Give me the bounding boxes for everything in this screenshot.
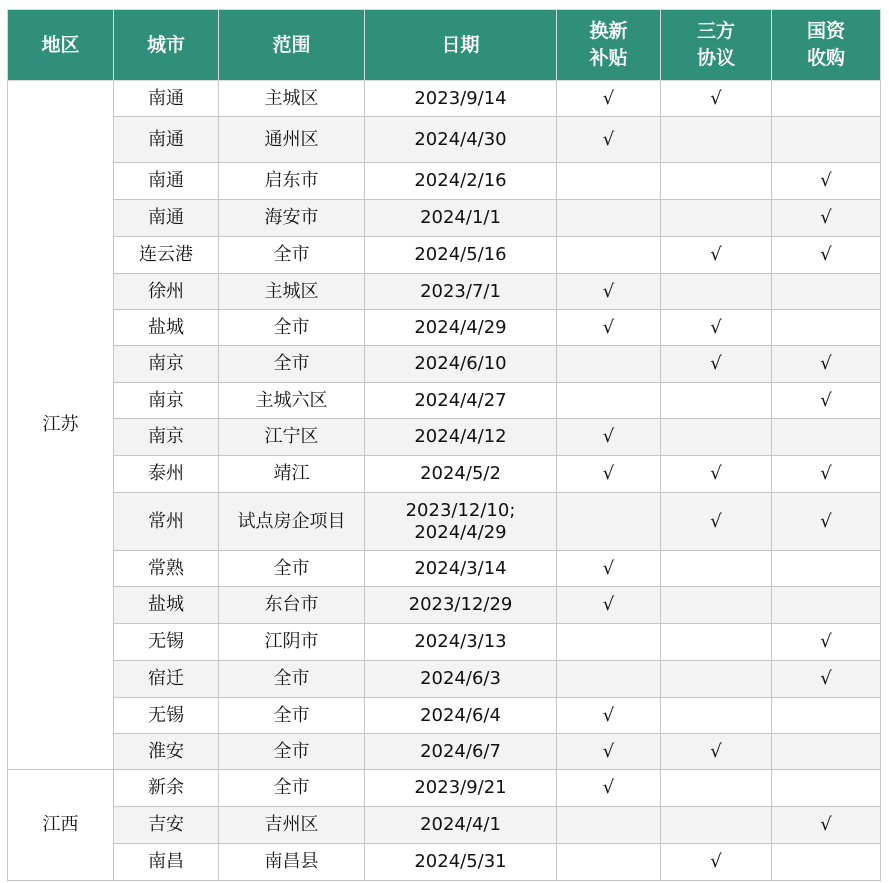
scope-cell: 全市 bbox=[219, 346, 365, 383]
region-cell: 江西 bbox=[8, 770, 114, 881]
scope-cell: 全市 bbox=[219, 237, 365, 274]
state-purchase-cell bbox=[772, 807, 881, 844]
check-mark-icon: √ bbox=[710, 316, 722, 338]
state-purchase-cell bbox=[772, 237, 881, 274]
region-cell: 江苏 bbox=[8, 81, 114, 770]
table-row bbox=[8, 456, 881, 493]
table-row bbox=[8, 770, 881, 807]
scope-cell: 全市 bbox=[219, 698, 365, 734]
subsidy-cell bbox=[557, 493, 661, 551]
table-row bbox=[8, 493, 881, 551]
scope-cell: 江宁区 bbox=[219, 419, 365, 456]
check-mark-icon: √ bbox=[710, 510, 722, 532]
check-mark-icon: √ bbox=[710, 740, 722, 762]
check-mark-icon: √ bbox=[820, 353, 832, 374]
subsidy-cell bbox=[557, 734, 661, 770]
scope-cell: 全市 bbox=[219, 770, 365, 807]
subsidy-cell bbox=[557, 163, 661, 200]
header-subsidy-line: 补贴 bbox=[589, 47, 628, 69]
date-cell: 2024/2/16 bbox=[365, 163, 557, 200]
city-cell: 南京 bbox=[114, 419, 219, 456]
state-purchase-cell bbox=[772, 624, 881, 661]
city-cell: 常州 bbox=[114, 493, 219, 551]
subsidy-cell bbox=[557, 807, 661, 844]
check-mark-icon: √ bbox=[820, 631, 832, 652]
state-purchase-cell bbox=[772, 698, 881, 734]
city-cell: 新余 bbox=[114, 770, 219, 807]
state-purchase-cell bbox=[772, 770, 881, 807]
tripartite-cell bbox=[661, 346, 772, 383]
date-line: 2024/4/29 bbox=[414, 521, 507, 543]
tripartite-cell bbox=[661, 383, 772, 419]
tripartite-cell bbox=[661, 624, 772, 661]
subsidy-cell bbox=[557, 346, 661, 383]
date-cell: 2024/5/2 bbox=[365, 456, 557, 493]
state-purchase-cell bbox=[772, 81, 881, 117]
date-cell: 2023/9/14 bbox=[365, 81, 557, 117]
state-purchase-cell bbox=[772, 734, 881, 770]
check-mark-icon: √ bbox=[820, 463, 832, 484]
table-row bbox=[8, 419, 881, 456]
scope-cell: 启东市 bbox=[219, 163, 365, 200]
table-row bbox=[8, 383, 881, 419]
date-cell: 2024/3/14 bbox=[365, 551, 557, 587]
tripartite-cell bbox=[661, 551, 772, 587]
header-state-purchase bbox=[772, 10, 881, 81]
subsidy-cell bbox=[557, 200, 661, 237]
table-row bbox=[8, 734, 881, 770]
scope-cell: 靖江 bbox=[219, 456, 365, 493]
check-mark-icon: √ bbox=[602, 777, 615, 798]
city-cell: 淮安 bbox=[114, 734, 219, 770]
date-cell: 2023/12/29 bbox=[365, 587, 557, 624]
header-state-purchase-line: 国资 bbox=[806, 20, 845, 42]
scope-cell: 海安市 bbox=[219, 200, 365, 237]
subsidy-cell bbox=[557, 383, 661, 419]
check-mark-icon: √ bbox=[602, 316, 615, 338]
subsidy-cell bbox=[557, 274, 661, 310]
header-tripartite-line: 三方 bbox=[696, 20, 735, 42]
check-mark-icon: √ bbox=[710, 463, 722, 484]
city-cell: 常熟 bbox=[114, 551, 219, 587]
scope-cell: 吉州区 bbox=[219, 807, 365, 844]
subsidy-cell bbox=[557, 624, 661, 661]
state-purchase-cell bbox=[772, 419, 881, 456]
subsidy-cell bbox=[557, 117, 661, 163]
city-cell: 南通 bbox=[114, 163, 219, 200]
subsidy-cell bbox=[557, 310, 661, 346]
table-body bbox=[8, 81, 881, 881]
header-tripartite-line: 协议 bbox=[696, 47, 735, 69]
table-row bbox=[8, 310, 881, 346]
header-city: 城市 bbox=[114, 10, 219, 81]
subsidy-cell bbox=[557, 661, 661, 698]
check-mark-icon: √ bbox=[820, 668, 832, 689]
table-row bbox=[8, 624, 881, 661]
city-cell: 盐城 bbox=[114, 587, 219, 624]
state-purchase-cell bbox=[772, 456, 881, 493]
date-cell: 2024/4/1 bbox=[365, 807, 557, 844]
table-row bbox=[8, 200, 881, 237]
scope-cell: 主城区 bbox=[219, 274, 365, 310]
tripartite-cell bbox=[661, 770, 772, 807]
tripartite-cell bbox=[661, 456, 772, 493]
date-cell: 2024/4/29 bbox=[365, 310, 557, 346]
city-cell: 无锡 bbox=[114, 698, 219, 734]
check-mark-icon: √ bbox=[602, 426, 615, 447]
date-cell: 2024/5/31 bbox=[365, 844, 557, 881]
city-cell: 盐城 bbox=[114, 310, 219, 346]
check-mark-icon: √ bbox=[820, 814, 832, 835]
subsidy-cell bbox=[557, 456, 661, 493]
date-cell: 2024/6/10 bbox=[365, 346, 557, 383]
date-cell: 2023/9/21 bbox=[365, 770, 557, 807]
header-tripartite bbox=[661, 10, 772, 81]
table-row bbox=[8, 844, 881, 881]
tripartite-cell bbox=[661, 807, 772, 844]
subsidy-cell bbox=[557, 844, 661, 881]
check-mark-icon: √ bbox=[710, 244, 722, 265]
scope-cell: 通州区 bbox=[219, 117, 365, 163]
state-purchase-cell bbox=[772, 274, 881, 310]
table-row bbox=[8, 274, 881, 310]
scope-cell: 东台市 bbox=[219, 587, 365, 624]
scope-cell: 试点房企项目 bbox=[219, 493, 365, 551]
state-purchase-cell bbox=[772, 117, 881, 163]
tripartite-cell bbox=[661, 698, 772, 734]
date-cell: 2023/7/1 bbox=[365, 274, 557, 310]
table-row bbox=[8, 346, 881, 383]
state-purchase-cell bbox=[772, 551, 881, 587]
check-mark-icon: √ bbox=[710, 851, 722, 872]
tripartite-cell bbox=[661, 163, 772, 200]
date-cell: 2024/5/16 bbox=[365, 237, 557, 274]
housing-policy-table bbox=[7, 9, 881, 881]
city-cell: 南通 bbox=[114, 81, 219, 117]
check-mark-icon: √ bbox=[820, 244, 832, 265]
tripartite-cell bbox=[661, 661, 772, 698]
city-cell: 南京 bbox=[114, 383, 219, 419]
table-row bbox=[8, 81, 881, 117]
scope-cell: 全市 bbox=[219, 734, 365, 770]
check-mark-icon: √ bbox=[602, 87, 615, 109]
check-mark-icon: √ bbox=[602, 280, 615, 302]
scope-cell: 全市 bbox=[219, 310, 365, 346]
city-cell: 南通 bbox=[114, 200, 219, 237]
check-mark-icon: √ bbox=[820, 510, 832, 532]
city-cell: 宿迁 bbox=[114, 661, 219, 698]
city-cell: 无锡 bbox=[114, 624, 219, 661]
city-cell: 南昌 bbox=[114, 844, 219, 881]
tripartite-cell bbox=[661, 81, 772, 117]
table-row bbox=[8, 117, 881, 163]
header-scope: 范围 bbox=[219, 10, 365, 81]
date-cell: 2024/1/1 bbox=[365, 200, 557, 237]
check-mark-icon: √ bbox=[820, 389, 832, 411]
state-purchase-cell bbox=[772, 844, 881, 881]
table-row bbox=[8, 237, 881, 274]
header-subsidy bbox=[557, 10, 661, 81]
date-line: 2023/12/10; bbox=[405, 499, 516, 521]
header-subsidy-line: 换新 bbox=[589, 20, 628, 42]
table-row bbox=[8, 698, 881, 734]
date-cell: 2024/6/4 bbox=[365, 698, 557, 734]
state-purchase-cell bbox=[772, 493, 881, 551]
check-mark-icon: √ bbox=[602, 128, 615, 150]
scope-cell: 主城六区 bbox=[219, 383, 365, 419]
date-cell bbox=[365, 493, 557, 551]
tripartite-cell bbox=[661, 310, 772, 346]
check-mark-icon: √ bbox=[602, 704, 615, 726]
header-region: 地区 bbox=[8, 10, 114, 81]
subsidy-cell bbox=[557, 419, 661, 456]
city-cell: 徐州 bbox=[114, 274, 219, 310]
scope-cell: 南昌县 bbox=[219, 844, 365, 881]
date-cell: 2024/4/27 bbox=[365, 383, 557, 419]
city-cell: 连云港 bbox=[114, 237, 219, 274]
city-cell: 吉安 bbox=[114, 807, 219, 844]
date-cell: 2024/3/13 bbox=[365, 624, 557, 661]
check-mark-icon: √ bbox=[602, 740, 615, 762]
tripartite-cell bbox=[661, 734, 772, 770]
city-cell: 泰州 bbox=[114, 456, 219, 493]
state-purchase-cell bbox=[772, 346, 881, 383]
check-mark-icon: √ bbox=[602, 594, 615, 615]
city-cell: 南通 bbox=[114, 117, 219, 163]
table-row bbox=[8, 551, 881, 587]
state-purchase-cell bbox=[772, 310, 881, 346]
date-cell: 2024/6/7 bbox=[365, 734, 557, 770]
state-purchase-cell bbox=[772, 587, 881, 624]
scope-cell: 全市 bbox=[219, 661, 365, 698]
header-row bbox=[8, 10, 881, 81]
subsidy-cell bbox=[557, 237, 661, 274]
date-cell: 2024/4/12 bbox=[365, 419, 557, 456]
header-date: 日期 bbox=[365, 10, 557, 81]
table-row bbox=[8, 807, 881, 844]
tripartite-cell bbox=[661, 274, 772, 310]
state-purchase-cell bbox=[772, 383, 881, 419]
subsidy-cell bbox=[557, 698, 661, 734]
tripartite-cell bbox=[661, 200, 772, 237]
state-purchase-cell bbox=[772, 163, 881, 200]
scope-cell: 主城区 bbox=[219, 81, 365, 117]
check-mark-icon: √ bbox=[710, 87, 722, 109]
header-state-purchase-line: 收购 bbox=[806, 47, 845, 69]
tripartite-cell bbox=[661, 117, 772, 163]
subsidy-cell bbox=[557, 770, 661, 807]
state-purchase-cell bbox=[772, 661, 881, 698]
table-row bbox=[8, 163, 881, 200]
tripartite-cell bbox=[661, 419, 772, 456]
tripartite-cell bbox=[661, 587, 772, 624]
check-mark-icon: √ bbox=[820, 207, 832, 228]
check-mark-icon: √ bbox=[602, 557, 615, 579]
date-cell: 2024/6/3 bbox=[365, 661, 557, 698]
tripartite-cell bbox=[661, 844, 772, 881]
city-cell: 南京 bbox=[114, 346, 219, 383]
check-mark-icon: √ bbox=[710, 353, 722, 374]
check-mark-icon: √ bbox=[820, 170, 832, 191]
tripartite-cell bbox=[661, 493, 772, 551]
table-row bbox=[8, 661, 881, 698]
state-purchase-cell bbox=[772, 200, 881, 237]
subsidy-cell bbox=[557, 81, 661, 117]
scope-cell: 江阴市 bbox=[219, 624, 365, 661]
subsidy-cell bbox=[557, 587, 661, 624]
subsidy-cell bbox=[557, 551, 661, 587]
check-mark-icon: √ bbox=[602, 463, 615, 484]
scope-cell: 全市 bbox=[219, 551, 365, 587]
table-row bbox=[8, 587, 881, 624]
tripartite-cell bbox=[661, 237, 772, 274]
date-cell: 2024/4/30 bbox=[365, 117, 557, 163]
